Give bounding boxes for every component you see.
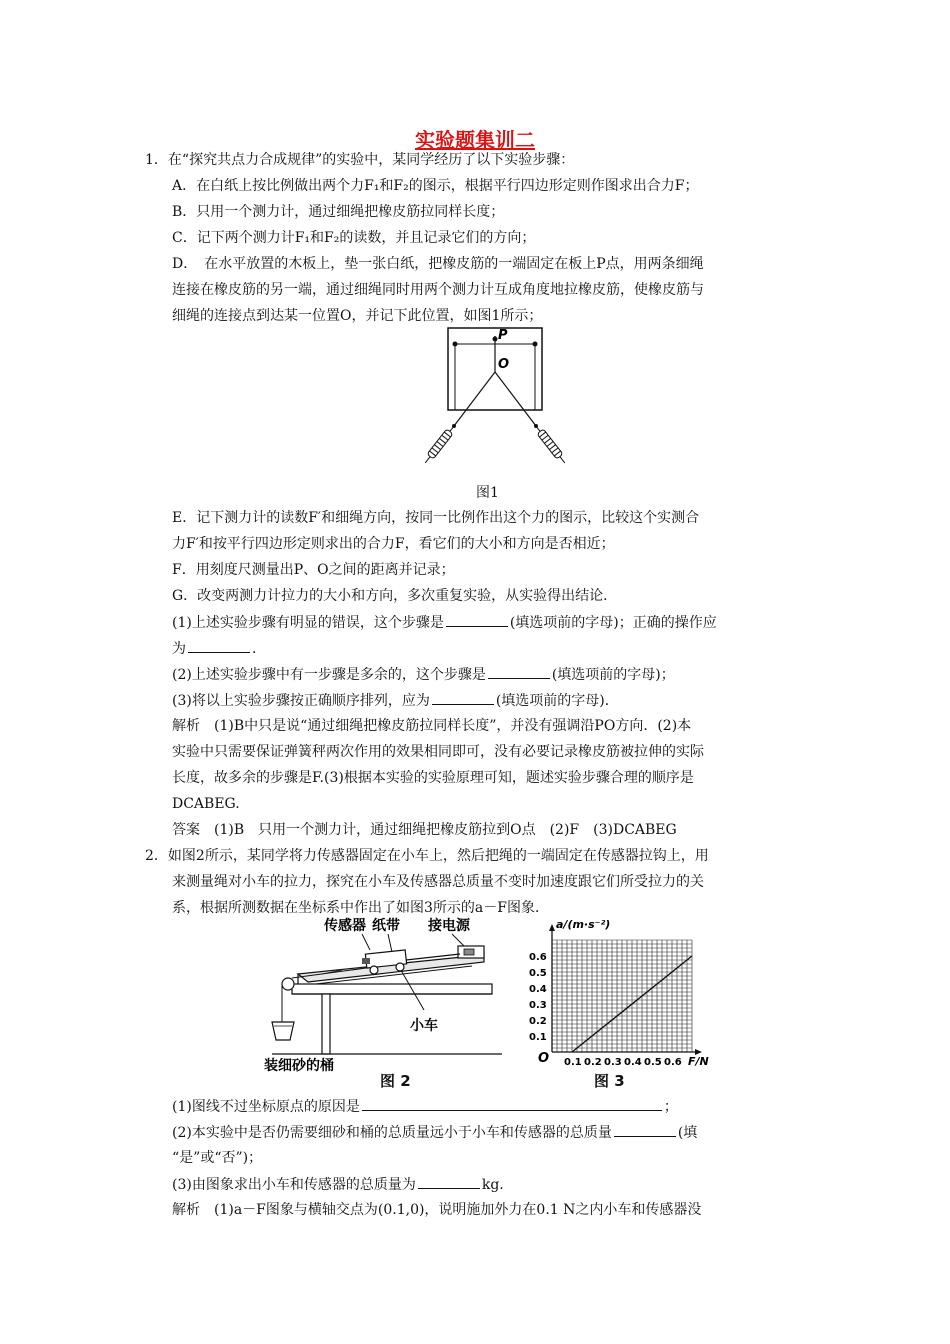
q1-step-d-line3: 细绳的连接点到达某一位置O，并记下此位置，如图1所示； (172, 308, 543, 324)
answer-blank[interactable] (614, 1122, 676, 1137)
q2-subquestion-2: (2)本实验中是否仍需要细砂和桶的总质量远小于小车和传感器的总质量 (填 (172, 1122, 697, 1143)
q1-step-c: C．记下两个测力计F₁和F₂的读数，并且记录它们的方向； (172, 230, 536, 246)
q1-subquestion-2: (2)上述实验步骤中有一步骤是多余的，这个步骤是 (填选项前的字母)； (172, 664, 675, 685)
figure-2-apparatus (262, 912, 512, 1072)
q1-analysis-line2: 实验中只需要保证弹簧秤两次作用的效果相同即可，没有必要记录橡皮筋被拉伸的实际 (172, 744, 704, 760)
fig1-label-p: P (498, 328, 508, 343)
answer-blank[interactable] (362, 1096, 662, 1111)
figure-1-diagram (410, 326, 580, 476)
q1-step-b: B．只用一个测力计，通过细绳把橡皮筋拉同样长度； (172, 204, 505, 220)
y-tick-label: 0.1 (529, 1032, 547, 1043)
q1-step-a: A．在白纸上按比例做出两个力F₁和F₂的图示，根据平行四边形定则作图求出合力F； (172, 178, 699, 194)
q2-intro-line3: 系，根据所测数据在坐标系中作出了如图3所示的a－F图象． (172, 900, 549, 916)
y-tick-label: 0.4 (529, 984, 547, 995)
y-tick-label: 0.3 (529, 1000, 547, 1011)
x-tick-label: 0.3 (604, 1057, 622, 1068)
q1-analysis-line3: 长度，故多余的步骤是F.(3)根据本实验的实验原理可知，题述实验步骤合理的顺序是 (172, 770, 694, 786)
y-tick-label: 0.2 (529, 1016, 547, 1027)
answer-blank[interactable] (488, 664, 550, 679)
x-tick-label: 0.6 (664, 1057, 682, 1068)
answer-blank[interactable] (418, 1174, 480, 1189)
q1-step-e-line1: E．记下测力计的读数F′和细绳方向，按同一比例作出这个力的图示，比较这个实测合 (172, 510, 700, 526)
q1-subquestion-1: (1)上述实验步骤有明显的错误，这个步骤是 (填选项前的字母)；正确的操作应 (172, 612, 717, 633)
q2-subquestion-3: (3)由图象求出小车和传感器的总质量为 kg. (172, 1174, 504, 1195)
x-tick-label: 0.5 (644, 1057, 662, 1068)
q1-subquestion-3: (3)将以上实验步骤按正确顺序排列，应为 (填选项前的字母)． (172, 690, 619, 711)
q1-step-g: G．改变两测力计拉力的大小和方向，多次重复实验，从实验得出结论． (172, 588, 618, 604)
fig1-label-o: O (498, 357, 510, 372)
right-spring-scale (532, 423, 568, 466)
figure-1-caption: 图1 (476, 485, 499, 501)
q2-intro-line2: 来测量绳对小车的拉力，探究在小车及传感器总质量不变时加速度跟它们所受拉力的关 (172, 874, 704, 890)
page-title: 实验题集训二 (415, 128, 535, 152)
figure-3-caption: 图 3 (594, 1072, 625, 1090)
q1-step-f: F．用刻度尺测量出P、O之间的距离并记录； (172, 562, 455, 578)
x-tick-label: 0.2 (584, 1057, 602, 1068)
q2-subquestion-1: (1)图线不过坐标原点的原因是 ； (172, 1096, 678, 1117)
fig2-label-sensor: 传感器 (324, 918, 366, 934)
x-tick-label: 0.1 (564, 1057, 582, 1068)
q2-intro-line1: 2．如图2所示，某同学将力传感器固定在小车上，然后把绳的一端固定在传感器拉钩上，用 (145, 848, 709, 864)
q1-intro: 1．在“探究共点力合成规律”的实验中，某同学经历了以下实验步骤： (145, 152, 575, 168)
q2-subquestion-2-cont: “是”或“否”)； (172, 1150, 263, 1166)
left-spring-scale (422, 423, 458, 466)
origin-label: O (538, 1051, 550, 1066)
chart-grid (552, 940, 692, 1052)
q1-subquestion-1-cont: 为 ． (172, 638, 266, 659)
q1-step-d-line2: 连接在橡皮筋的另一端，通过细绳同时用两个测力计互成角度地拉橡皮筋，使橡皮筋与 (172, 282, 704, 298)
fig2-label-tape: 纸带 (372, 918, 400, 934)
x-tick-label: 0.4 (624, 1057, 642, 1068)
figure-3-a-f-chart (528, 912, 728, 1072)
y-axis-arrow (549, 924, 555, 931)
answer-blank[interactable] (446, 612, 508, 627)
q2-analysis-line1: 解析 (1)a－F图象与横轴交点为(0.1,0)，说明施加外力在0.1 N之内小车和传感器没 (172, 1202, 702, 1218)
q1-answer: 答案 (1)B 只用一个测力计，通过细绳把橡皮筋拉到O点 (2)F (3)DCABEG (172, 822, 677, 838)
q1-step-d-line1: D． 在水平放置的木板上，垫一张白纸，把橡皮筋的一端固定在板上P点，用两条细绳 (172, 256, 704, 272)
fig2-label-cart: 小车 (410, 1018, 438, 1034)
y-axis-label: a/(m·s⁻²) (556, 918, 611, 931)
q1-analysis-line4: DCABEG. (172, 796, 240, 812)
figure-2-caption: 图 2 (380, 1072, 411, 1090)
q1-analysis-line1: 解析 (1)B中只是说“通过细绳把橡皮筋拉同样长度”，并没有强调沿PO方向．(2)本 (172, 718, 692, 734)
chart-axes (538, 918, 709, 1068)
y-tick-label: 0.6 (529, 952, 547, 963)
y-tick-label: 0.5 (529, 968, 547, 979)
q1-step-e-line2: 力F′和按平行四边形定则求出的合力F，看它们的大小和方向是否相近； (172, 536, 615, 552)
fig2-label-bucket: 装细砂的桶 (264, 1058, 334, 1072)
x-axis-label: F/N (688, 1055, 709, 1068)
answer-blank[interactable] (432, 690, 494, 705)
fig2-label-power: 接电源 (428, 918, 470, 934)
answer-blank[interactable] (188, 638, 250, 653)
